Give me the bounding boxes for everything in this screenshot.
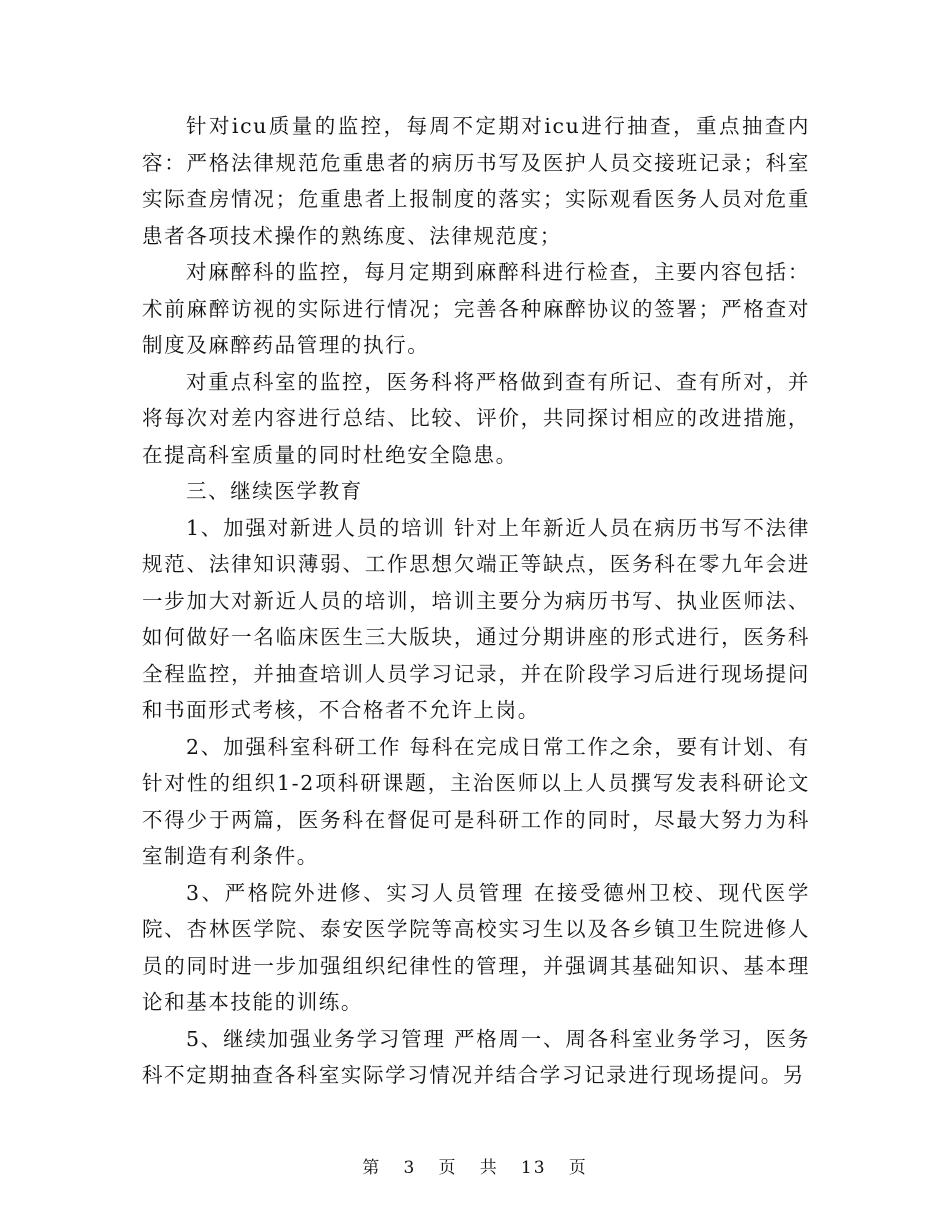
paragraph-intern-management: 3、严格院外进修、实习人员管理 在接受德州卫校、现代医学院、杏林医学院、泰安医学院等高校实习生以及各乡镇卫生院进修人员的同时进一步加强组织纪律性的管理，并强调其基础知识、基本理论和基本技能的训练。 <box>142 880 810 1014</box>
paragraph-anesthesia-monitoring: 对麻醉科的监控，每月定期到麻醉科进行检查，主要内容包括：术前麻醉访视的实际进行情况；完善各种麻醉协议的签署；严格查对制度及麻醉药品管理的执行。 <box>142 260 810 357</box>
footer-label-unit-end: 页 <box>568 1158 588 1178</box>
paragraph-research-work: 2、加强科室科研工作 每科在完成日常工作之余，要有计划、有针对性的组织1-2项科研课题，主治医师以上人员撰写发表科研论文不得少于两篇，医务科在督促可是科研工作的同时，尽最大努力为科室制造有利条件。 <box>142 734 810 868</box>
paragraph-study-management: 5、继续加强业务学习管理 严格周一、周各科室业务学习，医务科不定期抽查各科室实际学习情况并结合学习记录进行现场提问。另 <box>142 1026 810 1087</box>
paragraph-icu-monitoring: 针对icu质量的监控，每周不定期对icu进行抽查，重点抽查内容：严格法律规范危重患者的病历书写及医护人员交接班记录；科室实际查房情况；危重患者上报制度的落实；实际观看医务人员对危重患者各项技术操作的熟练度、法律规范度； <box>142 114 810 248</box>
section-heading-continuing-education: 三、继续医学教育 <box>186 479 363 503</box>
document-body <box>142 108 810 1094</box>
paragraph-new-staff-training: 1、加强对新进人员的培训 针对上年新近人员在病历书写不法律规范、法律知识薄弱、工作思想欠端正等缺点，医务科在零九年会进一步加大对新近人员的培训，培训主要分为病历书写、执业医师法、如何做好一名临床医生三大版块，通过分期讲座的形式进行，医务科全程监控，并抽查培训人员学习记录，并在阶段学习后进行现场提问和书面形式考核，不合格者不允许上岗。 <box>142 515 810 722</box>
footer-current-page: 3 <box>403 1158 417 1178</box>
footer-label-total: 共 <box>479 1158 499 1178</box>
paragraph-key-department-monitoring: 对重点科室的监控，医务科将严格做到查有所记、查有所对，并将每次对差内容进行总结、比较、评价，共同探讨相应的改进措施，在提高科室质量的同时杜绝安全隐患。 <box>142 369 810 467</box>
footer-label-page: 第 <box>362 1158 382 1178</box>
footer-label-unit: 页 <box>438 1158 458 1178</box>
page-footer <box>0 1153 950 1178</box>
footer-total-pages: 13 <box>520 1158 547 1178</box>
